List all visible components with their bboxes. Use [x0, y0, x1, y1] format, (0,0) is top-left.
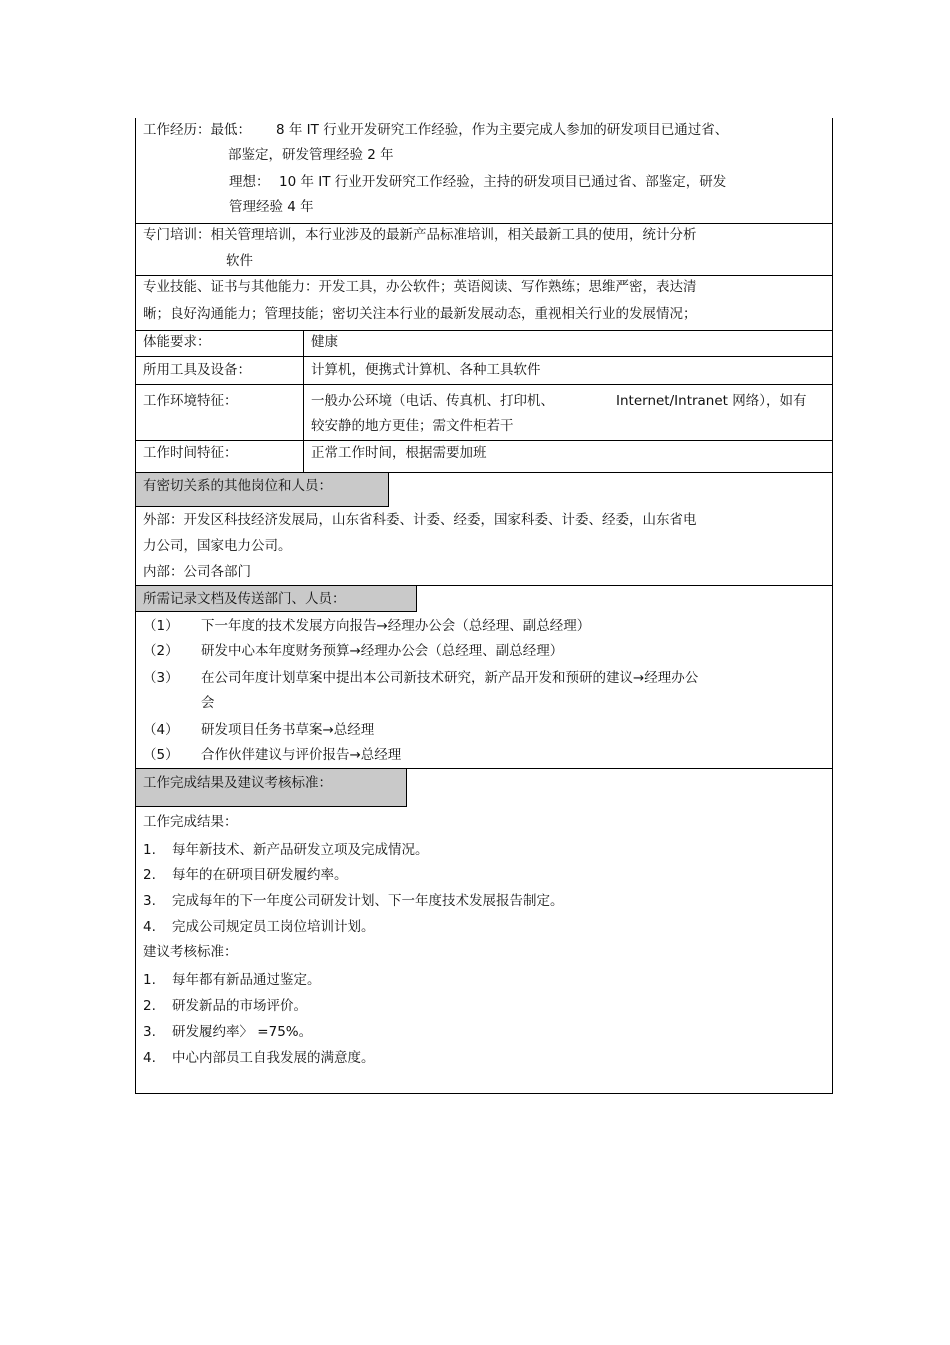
physical-label: 体能要求： — [143, 334, 211, 350]
records-item-num: （4） — [143, 722, 179, 738]
records-item-text: 下一年度的技术发展方向报告→经理办公会（总经理、副总经理） — [201, 618, 591, 634]
records-item-num: （5） — [143, 747, 179, 763]
relations-external-line1: 外部：开发区科技经济发展局，山东省科委、计委、经委，国家科委、计委、经委，山东省电 — [143, 512, 697, 528]
relations-heading: 有密切关系的其他岗位和人员： — [143, 478, 332, 494]
row-divider — [135, 223, 833, 224]
results-item-text: 每年新技术、新产品研发立项及完成情况。 — [172, 842, 429, 858]
tools-label: 所用工具及设备： — [143, 362, 251, 378]
experience-ideal-line2: 管理经验 4 年 — [229, 199, 314, 215]
experience-min-line2: 部鉴定，研发管理经验 2 年 — [228, 147, 394, 163]
records-item-num: （2） — [143, 643, 179, 659]
row-divider — [135, 384, 833, 385]
row-divider — [135, 356, 833, 357]
criteria-item-text: 中心内部员工自我发展的满意度。 — [172, 1050, 375, 1066]
records-item-text: 研发中心本年度财务预算→经理办公会（总经理、副总经理） — [201, 643, 564, 659]
environment-label: 工作环境特征： — [143, 393, 238, 409]
results-label: 工作完成结果： — [143, 814, 238, 830]
environment-value-b: Internet/Intranet 网络），如有 — [616, 393, 807, 409]
records-item-text: 合作伙伴建议与评价报告→总经理 — [201, 747, 402, 763]
training-line2: 软件 — [226, 253, 253, 269]
experience-min-line1: 8 年 IT 行业开发研究工作经验，作为主要完成人参加的研发项目已通过省、 — [276, 122, 729, 138]
results-item-text: 完成公司规定员工岗位培训计划。 — [172, 919, 375, 935]
table-border-bottom — [135, 1093, 833, 1094]
results-item-num: 4. — [143, 919, 156, 935]
criteria-item-num: 1. — [143, 972, 156, 988]
table-border-right — [832, 118, 833, 1094]
training-line1: 专门培训：相关管理培训，本行业涉及的最新产品标准培训，相关最新工具的使用，统计分析 — [143, 227, 697, 243]
records-item-text: 研发项目任务书草案→总经理 — [201, 722, 375, 738]
environment-value-line2: 较安静的地方更佳；需文件柜若干 — [311, 418, 514, 434]
criteria-item-text: 研发新品的市场评价。 — [172, 998, 307, 1014]
skills-line1: 专业技能、证书与其他能力：开发工具，办公软件；英语阅读、写作熟练；思维严密，表达清 — [143, 279, 697, 295]
physical-value: 健康 — [311, 334, 338, 350]
records-item-num: （1） — [143, 618, 179, 634]
results-item-text: 完成每年的下一年度公司研发计划、下一年度技术发展报告制定。 — [172, 893, 564, 909]
records-item-text: 在公司年度计划草案中提出本公司新技术研究，新产品开发和预研的建议→经理办公 — [201, 670, 699, 686]
row-divider — [135, 330, 833, 331]
criteria-label: 建议考核标准： — [143, 944, 238, 960]
criteria-item-num: 3. — [143, 1024, 156, 1040]
experience-label: 工作经历：最低： — [143, 122, 251, 138]
worktime-label: 工作时间特征： — [143, 445, 238, 461]
row-divider — [135, 440, 833, 441]
worktime-value: 正常工作时间，根据需要加班 — [311, 445, 487, 461]
relations-external-line2: 力公司，国家电力公司。 — [143, 538, 292, 554]
experience-ideal-label: 理想： — [229, 174, 270, 190]
records-item-cont: 会 — [201, 695, 215, 711]
criteria-item-text: 研发履约率〉 =75%。 — [172, 1024, 313, 1040]
experience-ideal-line1: 10 年 IT 行业开发研究工作经验，主持的研发项目已通过省、部鉴定，研发 — [279, 174, 727, 190]
results-item-text: 每年的在研项目研发履约率。 — [172, 867, 348, 883]
environment-value-a: 一般办公环境（电话、传真机、打印机、 — [311, 393, 554, 409]
records-item-num: （3） — [143, 670, 179, 686]
criteria-item-num: 4. — [143, 1050, 156, 1066]
results-heading: 工作完成结果及建议考核标准： — [143, 775, 332, 791]
skills-line2: 晰；良好沟通能力；管理技能；密切关注本行业的最新发展动态，重视相关行业的发展情况； — [143, 306, 697, 322]
relations-internal: 内部：公司各部门 — [143, 564, 251, 580]
results-item-num: 3. — [143, 893, 156, 909]
records-heading: 所需记录文档及传送部门、人员： — [143, 591, 346, 607]
criteria-item-text: 每年都有新品通过鉴定。 — [172, 972, 321, 988]
row-divider — [135, 275, 833, 276]
results-item-num: 2. — [143, 867, 156, 883]
results-item-num: 1. — [143, 842, 156, 858]
tools-value: 计算机，便携式计算机、各种工具软件 — [311, 362, 541, 378]
column-divider — [303, 330, 304, 472]
criteria-item-num: 2. — [143, 998, 156, 1014]
